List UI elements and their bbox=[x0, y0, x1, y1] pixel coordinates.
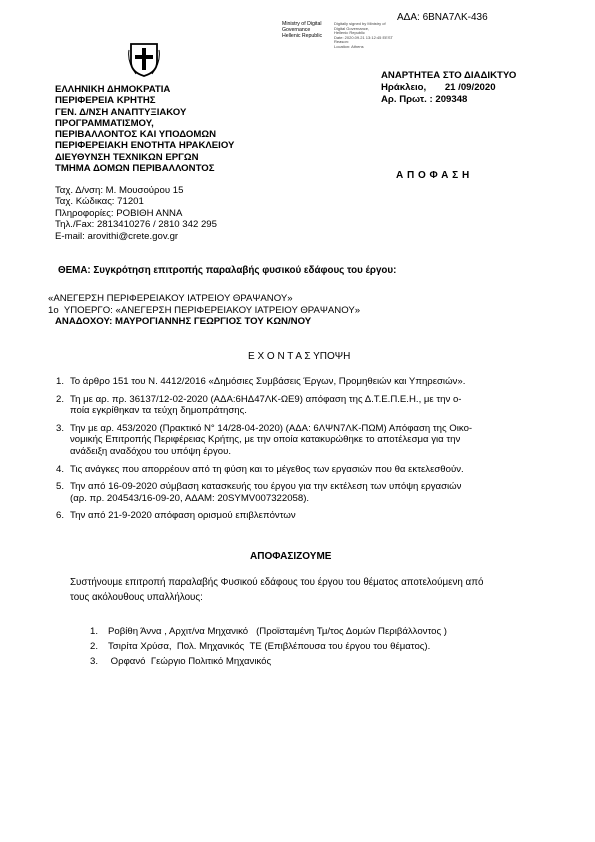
signature-line: Ministry of Digital bbox=[282, 21, 322, 27]
organization-header bbox=[55, 84, 234, 174]
member-text: Ορφανό Γεώργιο Πολιτικό Μηχανικός bbox=[108, 656, 272, 668]
item-text: Την με αρ. 453/2020 (Πρακτικό Ν° 14/28-04-2020) (ΑΔΑ: 6ΛΨΝ7ΛΚ-ΠΩΜ) Απόφαση της Οικο- bbox=[70, 422, 473, 434]
signature-line: Date: 2020.09.21 13:12:45 EEST bbox=[334, 34, 393, 40]
org-line: ΠΕΡΙΦΕΡΕΙΑ ΚΡΗΤΗΣ bbox=[55, 95, 156, 107]
committee-members bbox=[90, 624, 447, 670]
item-text: Την από 21-9-2020 απόφαση ορισμού επιβλεπόντων bbox=[70, 510, 296, 522]
member-text: Ροβίθη Άννα , Αρχιτ/να Μηχανικό (Προϊσταμένη Τμ/τος Δομών Περιβάλλοντος ) bbox=[108, 626, 447, 637]
item-text: Το άρθρο 151 του Ν. 4412/2016 «Δημόσιες Συμβάσεις Έργων, Προμηθειών και Υπηρεσιών». bbox=[70, 376, 466, 387]
decide-heading: ΑΠΟΦΑΣΙΖΟΥΜΕ bbox=[250, 551, 332, 562]
decision-title: Α Π Ο Φ Α Σ Η bbox=[396, 170, 470, 181]
list-item bbox=[56, 422, 473, 458]
member-text: Τσιρίτα Χρύσα, Πολ. Μηχανικός ΤΕ (Επιβλέπουσα του έργου του θέματος). bbox=[108, 641, 431, 653]
member-number: 1. bbox=[90, 626, 99, 637]
item-text: (αρ. πρ. 204543/16-09-20, ΑΔΑΜ: 20SYMV007322058). bbox=[70, 492, 310, 504]
item-text: Τη με αρ. πρ. 36137/12-02-2020 (ΑΔΑ:6ΗΔ47ΛΚ-ΩΕ9) απόφαση της Δ.Τ.Ε.Π.Ε.Η., με την ο- bbox=[70, 393, 462, 405]
item-number: 2. bbox=[56, 393, 65, 405]
considering-list bbox=[56, 376, 473, 522]
greek-coat-of-arms-icon bbox=[128, 40, 160, 78]
item-text: νομικής Επιτροπής Περιφέρειας Κρήτης, με την οποία κατακυρώθηκε το αποτέλεσμα για την bbox=[70, 434, 461, 446]
item-number: 6. bbox=[56, 510, 65, 522]
contact-details bbox=[55, 185, 217, 242]
subproject-title: 1ο ΥΠΟΕΡΓΟ: «ΑΝΕΓΕΡΣΗ ΠΕΡΙΦΕΡΕΙΑΚΟΥ ΙΑΤΡΕΙΟΥ ΘΡΑΨΑΝΟΥ» bbox=[48, 304, 361, 316]
org-line: ΤΜΗΜΑ ΔΟΜΩΝ ΠΕΡΙΒΑΛΛΟΝΤΟΣ bbox=[55, 163, 215, 175]
post-notice-title: ΑΝΑΡΤΗΤΕΑ ΣΤΟ ΔΙΑΔΙΚΤΥΟ bbox=[381, 70, 517, 81]
list-item bbox=[56, 510, 472, 522]
contact-email: E-mail: arovithi@crete.gov.gr bbox=[55, 230, 179, 242]
post-notice bbox=[381, 70, 516, 105]
signature-line: Governance bbox=[282, 26, 311, 33]
considering-heading: Ε Χ Ο Ν Τ Α Σ ΥΠΟΨΗ bbox=[248, 351, 351, 362]
project-block bbox=[48, 293, 360, 328]
signature-line: Digital Governance, bbox=[334, 25, 370, 31]
org-line: ΓΕΝ. Δ/ΝΣΗ ΑΝΑΠΤΥΞΙΑΚΟΥ bbox=[55, 106, 187, 118]
item-number: 5. bbox=[56, 481, 65, 493]
place-date: Ηράκλειο, 21 /09/2020 bbox=[381, 81, 496, 93]
signature-signer bbox=[282, 22, 322, 39]
signature-line: Location: Athens bbox=[334, 43, 364, 49]
org-line: ΠΕΡΙΒΑΛΛΟΝΤΟΣ ΚΑΙ ΥΠΟΔΟΜΩΝ bbox=[55, 129, 217, 141]
item-number: 4. bbox=[56, 463, 65, 475]
item-number: 1. bbox=[56, 376, 65, 387]
signature-line: Digitally signed by Ministry of bbox=[334, 21, 386, 26]
contact-address: Ταχ. Δ/νση: Μ. Μουσούρου 15 bbox=[55, 185, 184, 196]
signature-line: Hellenic Republic bbox=[334, 30, 365, 36]
ada-code: ΑΔΑ: 6ΒΝΑ7ΛΚ-436 bbox=[397, 12, 488, 23]
signature-line: Hellenic Republic bbox=[282, 32, 323, 39]
contractor-line: ΑΝΑΔΟΧΟΥ: ΜΑΥΡΟΓΙΑΝΝΗΣ ΓΕΩΡΓΙΟΣ ΤΟΥ ΚΩΝ/ΝΟΥ bbox=[55, 316, 312, 327]
member-number: 3. bbox=[90, 656, 99, 668]
member-item bbox=[90, 639, 447, 654]
member-item bbox=[90, 624, 447, 639]
org-line: ΔΙΕΥΘΥΝΣΗ ΤΕΧΝΙΚΩΝ ΕΡΓΩΝ bbox=[55, 151, 199, 163]
org-line: ΕΛΛΗΝΙΚΗ ΔΗΜΟΚΡΑΤΙΑ bbox=[55, 84, 171, 95]
member-number: 2. bbox=[90, 641, 99, 653]
contact-phone: Τηλ./Fax: 2813410276 / 2810 342 295 bbox=[55, 219, 217, 231]
contact-postcode: Ταχ. Κώδικας: 71201 bbox=[55, 196, 144, 208]
member-item bbox=[90, 654, 447, 669]
signature-line: Reason: bbox=[334, 39, 349, 45]
list-item bbox=[56, 393, 472, 417]
decide-intro bbox=[70, 575, 483, 605]
item-text: ανάδειξη αναδόχου του υπόψη έργου. bbox=[70, 445, 231, 457]
contact-person: Πληροφορίες: ΡΟΒΙΘΗ ΑΝΝΑ bbox=[55, 207, 183, 219]
item-text: Την από 16-09-2020 σύμβαση κατασκευής του έργου για την εκτέλεση των υπόψη εργασιών bbox=[70, 481, 462, 493]
org-line: ΠΡΟΓΡΑΜΜΑΤΙΣΜΟΥ, bbox=[55, 117, 154, 129]
list-item bbox=[56, 463, 472, 476]
signature-details bbox=[334, 22, 393, 50]
intro-line: τους ακόλουθους υπαλλήλους: bbox=[70, 592, 203, 603]
item-number: 3. bbox=[56, 422, 65, 434]
subject-line: ΘΕΜΑ: Συγκρότηση επιτροπής παραλαβής φυσικού εδάφους του έργου: bbox=[58, 265, 397, 276]
org-line: ΠΕΡΙΦΕΡΕΙΑΚΗ ΕΝΟΤΗΤΑ ΗΡΑΚΛΕΙΟΥ bbox=[55, 140, 235, 152]
project-title: «ΑΝΕΓΕΡΣΗ ΠΕΡΙΦΕΡΕΙΑΚΟΥ ΙΑΤΡΕΙΟΥ ΘΡΑΨΑΝΟΥ» bbox=[48, 293, 293, 304]
list-item bbox=[56, 481, 472, 504]
item-text: ποία εγκρίθηκαν τα τεύχη δημοπράτησης. bbox=[70, 405, 247, 417]
list-item bbox=[56, 376, 472, 388]
protocol-number: Αρ. Πρωτ. : 209348 bbox=[381, 93, 468, 105]
intro-line: Συστήνουμε επιτροπή παραλαβής Φυσικού εδάφους του έργου του θέματος αποτελούμενη από bbox=[70, 577, 484, 588]
item-text: Τις ανάγκες που απορρέουν από τη φύση και το μέγεθος των εργασιών που θα εκτελεσθούν. bbox=[70, 463, 464, 475]
